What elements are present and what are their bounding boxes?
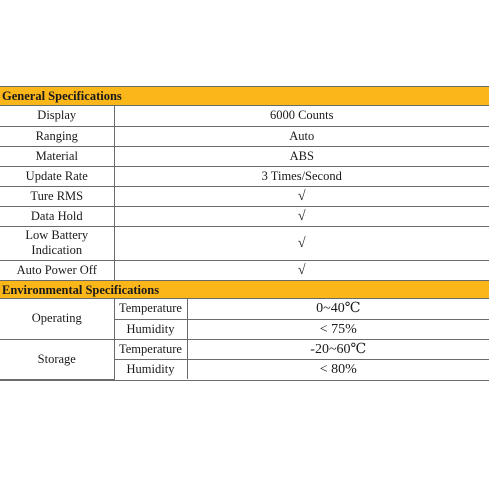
table-row xyxy=(0,106,489,126)
table-row xyxy=(0,126,489,146)
env-value-operating-humidity: < 75% xyxy=(187,319,489,339)
spec-label-data-hold: Data Hold xyxy=(0,206,114,226)
label-line: Indication xyxy=(31,243,83,257)
spec-value-display: 6000 Counts xyxy=(114,106,489,126)
spec-label-auto-power-off: Auto Power Off xyxy=(0,260,114,280)
spec-sheet xyxy=(0,86,489,381)
table-row xyxy=(0,339,489,359)
general-specifications-table xyxy=(0,106,489,280)
check-mark: √ xyxy=(114,206,489,226)
spec-label-update-rate: Update Rate xyxy=(0,166,114,186)
check-mark: √ xyxy=(114,260,489,280)
table-row xyxy=(0,226,489,260)
spec-value-material: ABS xyxy=(114,146,489,166)
spec-value-ranging: Auto xyxy=(114,126,489,146)
env-param-humidity: Humidity xyxy=(114,319,187,339)
env-param-temperature: Temperature xyxy=(114,339,187,359)
spec-label-true-rms: Ture RMS xyxy=(0,186,114,206)
env-param-temperature: Temperature xyxy=(114,299,187,319)
table-row xyxy=(0,166,489,186)
table-row xyxy=(0,206,489,226)
env-group-operating: Operating xyxy=(0,299,114,339)
table-row xyxy=(0,186,489,206)
env-param-humidity: Humidity xyxy=(114,359,187,379)
env-value-storage-temperature: -20~60℃ xyxy=(187,339,489,359)
env-group-storage: Storage xyxy=(0,339,114,379)
env-value-operating-temperature: 0~40℃ xyxy=(187,299,489,319)
environmental-specifications-table xyxy=(0,299,489,380)
spec-label-material: Material xyxy=(0,146,114,166)
label-line: Low Battery xyxy=(25,228,89,242)
environmental-specifications-header: Environmental Specifications xyxy=(0,280,489,299)
check-mark: √ xyxy=(114,186,489,206)
table-row xyxy=(0,299,489,319)
spec-value-update-rate: 3 Times/Second xyxy=(114,166,489,186)
env-value-storage-humidity: < 80% xyxy=(187,359,489,379)
spec-label-low-battery xyxy=(0,226,114,260)
check-mark: √ xyxy=(114,226,489,260)
spec-label-display: Display xyxy=(0,106,114,126)
table-row xyxy=(0,260,489,280)
spec-label-ranging: Ranging xyxy=(0,126,114,146)
general-specifications-header: General Specifications xyxy=(0,87,489,106)
table-row xyxy=(0,146,489,166)
